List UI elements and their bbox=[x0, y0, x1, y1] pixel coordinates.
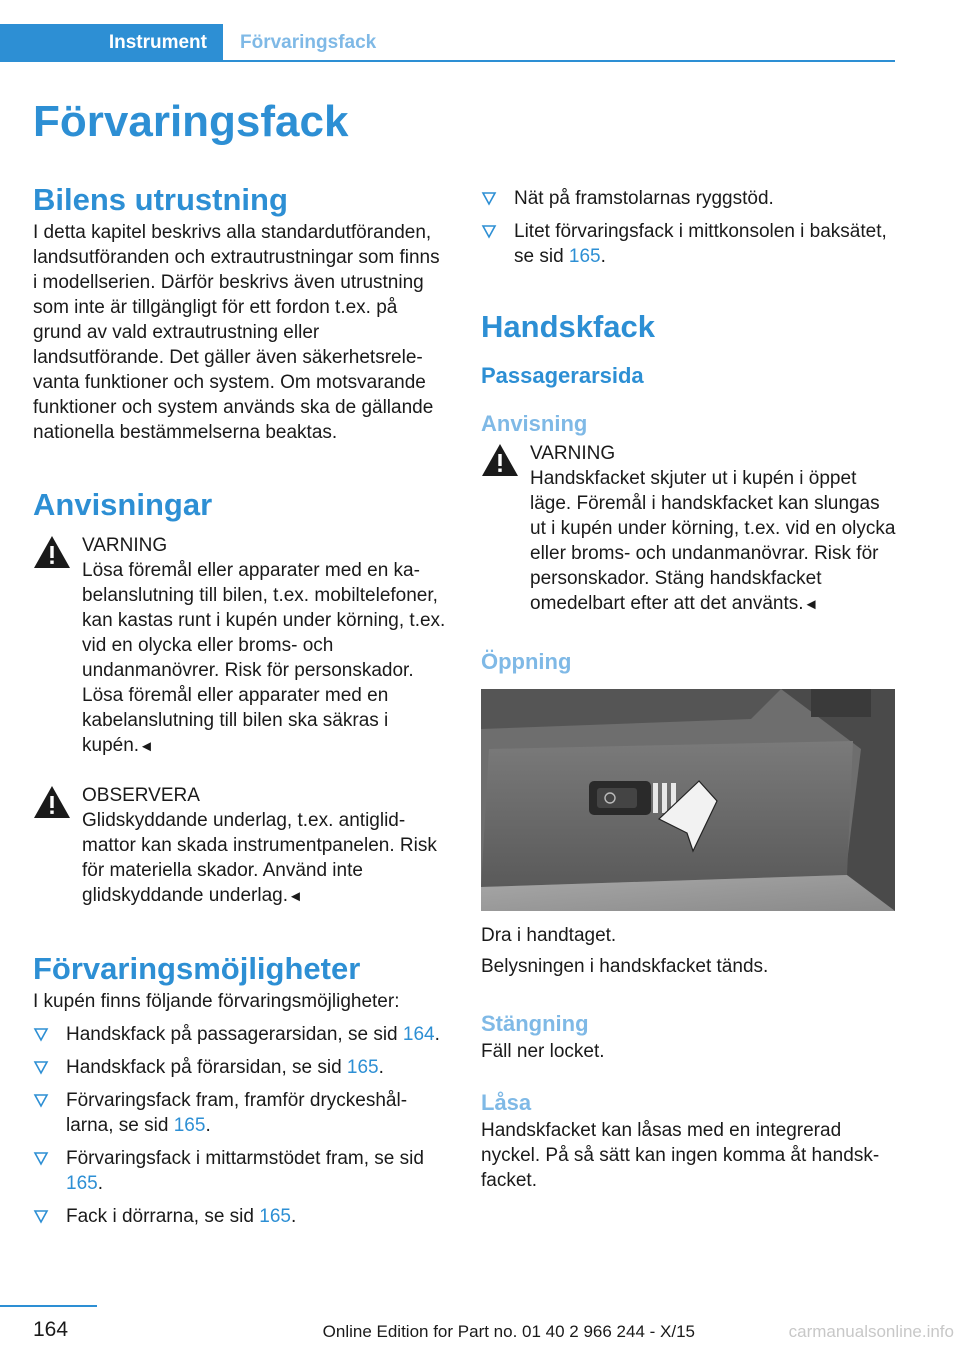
warning-text-body: Handskfacket skjuter ut i kupén i öppet läge. Föremål i handskfacket kan slungas ut i kupén under körning, t.ex. vid en olycka eller broms- och undanmanövrar. Risk för personskador. Stäng handskfacket omedelbart efter att det använts. bbox=[530, 468, 896, 614]
list-item-text: Fack i dörrarna, se sid bbox=[66, 1206, 260, 1227]
page-number: 164 bbox=[33, 1318, 69, 1341]
end-mark: ◄ bbox=[803, 596, 819, 613]
list-item: Förvaringsfack i mittarmstödet fram, se sid 165. bbox=[33, 1146, 448, 1196]
list-item-text: Förvaringsfack fram, framför dryckeshållarna, se sid bbox=[66, 1090, 408, 1136]
warning-text-body: Lösa föremål eller apparater med en kabelanslutning till bilen, t.ex. mobiltelefoner, kan kastas runt i kupén under körning, t.ex. vid en olycka eller broms- och undanmanövrer. Risk för personskador. Lösa föremål eller apparater med en kabelanslutning till bilen ska säkras i kupén. bbox=[82, 560, 446, 756]
list-item: Handskfack på förarsidan, se sid 165. bbox=[33, 1055, 448, 1080]
heading-anvisning: Anvisning bbox=[481, 411, 588, 436]
close-instruction: Fäll ner locket. bbox=[481, 1041, 605, 1062]
notice-text bbox=[33, 808, 448, 909]
warning-block-observera bbox=[33, 783, 448, 909]
footer-rule bbox=[0, 1305, 97, 1307]
page-link[interactable]: 165 bbox=[66, 1173, 98, 1194]
triangle-bullet-icon bbox=[33, 1150, 49, 1166]
warning-title: VARNING bbox=[82, 535, 168, 556]
warning-text bbox=[33, 558, 448, 759]
warning-triangle-icon bbox=[481, 443, 519, 477]
storage-list-continued bbox=[481, 186, 896, 269]
heading-forvaringsmojligheter: Förvaringsmöjligheter bbox=[33, 951, 361, 986]
end-mark: ◄ bbox=[288, 888, 303, 905]
list-item: Fack i dörrarna, se sid 165. bbox=[33, 1204, 448, 1229]
warning-block-handskfack bbox=[481, 441, 896, 617]
triangle-bullet-icon bbox=[33, 1208, 49, 1224]
warning-triangle-icon bbox=[33, 535, 71, 569]
page-link[interactable]: 164 bbox=[402, 1024, 435, 1045]
notice-text-body: Glidskyddande underlag, t.ex. antiglidmattor kan skada instrumentpanelen. Risk för materiella skador. Använd inte glidskyddande underlag. bbox=[82, 810, 437, 906]
left-column bbox=[33, 180, 448, 1237]
page-link[interactable]: 165 bbox=[346, 1057, 379, 1078]
triangle-bullet-icon bbox=[481, 223, 497, 239]
heading-stangning: Stängning bbox=[481, 1011, 589, 1036]
triangle-bullet-icon bbox=[33, 1059, 49, 1075]
list-item bbox=[481, 186, 896, 211]
page-link[interactable]: 165 bbox=[259, 1206, 291, 1227]
page-title: Förvaringsfack bbox=[33, 97, 349, 146]
triangle-bullet-icon bbox=[481, 190, 497, 206]
page-link[interactable]: 165 bbox=[173, 1115, 206, 1136]
open-instruction: Dra i handtaget. bbox=[481, 925, 617, 946]
warning-title: VARNING bbox=[530, 443, 616, 464]
glovebox-photo bbox=[481, 689, 895, 911]
warning-block-varning bbox=[33, 533, 448, 759]
end-mark: ◄ bbox=[139, 738, 154, 755]
heading-lasa: Låsa bbox=[481, 1090, 532, 1115]
list-item-text: Nät på framstolarnas ryggstöd. bbox=[514, 188, 774, 209]
storage-list bbox=[33, 1022, 448, 1229]
watermark-text: carmanualsonline.info bbox=[788, 1322, 954, 1341]
right-column bbox=[481, 180, 896, 1193]
open-light-info: Belysningen i handskfacket tänds. bbox=[481, 956, 769, 977]
header-tab-instrument-label: Instrument bbox=[108, 32, 207, 53]
triangle-bullet-icon bbox=[33, 1026, 49, 1042]
header-tab-forvaringsfack[interactable]: Förvaringsfack bbox=[240, 32, 377, 53]
heading-bilens-utrustning: Bilens utrustning bbox=[33, 182, 288, 217]
list-item: Litet förvaringsfack i mittkonsolen i baksätet, se sid 165. bbox=[481, 219, 896, 269]
heading-anvisningar: Anvisningar bbox=[33, 487, 213, 522]
list-item: Handskfack på passagerarsidan, se sid 164. bbox=[33, 1022, 448, 1047]
paragraph-forvaringsmojligheter: I kupén finns följande förvaringsmöjligheter: bbox=[33, 991, 400, 1012]
paragraph-bilens-utrustning: I detta kapitel beskrivs alla standardutföranden, landsutföranden och extrautrustningar som finns i modellserien. Därför beskrivs även utrustning som inte är tillgängligt för ett fordon t.ex. på grund av vald extrautrustning eller landsutförande. Det gäller även säkerhetsrelevanta funktioner och system. Om motsvarande funktioner och system används ska de gällande nationella bestämmelserna beaktas. bbox=[33, 222, 440, 443]
lock-instruction: Handskfacket kan låsas med en integrerad nyckel. På så sätt kan ingen komma åt handskfacket. bbox=[481, 1120, 880, 1191]
running-header bbox=[0, 24, 895, 62]
header-tab-instrument[interactable] bbox=[0, 24, 223, 62]
warning-triangle-icon bbox=[33, 785, 71, 819]
list-item-text: Litet förvaringsfack i mittkonsolen i baksätet, se sid bbox=[514, 221, 887, 267]
edition-note: Online Edition for Part no. 01 40 2 966 244 - X/15 bbox=[322, 1322, 695, 1341]
list-item-text: Handskfack på passagerarsidan, se sid bbox=[66, 1024, 403, 1045]
page-link[interactable]: 165 bbox=[568, 246, 601, 267]
heading-passagerarsida: Passagerarsida bbox=[481, 363, 644, 388]
heading-handskfack: Handskfack bbox=[481, 309, 656, 344]
heading-oppning: Öppning bbox=[481, 649, 572, 674]
list-item-text: Förvaringsfack i mittarmstödet fram, se sid bbox=[66, 1148, 424, 1169]
list-item: Förvaringsfack fram, framför dryckeshållarna, se sid 165. bbox=[33, 1088, 448, 1138]
triangle-bullet-icon bbox=[33, 1092, 49, 1108]
list-item-text: Handskfack på förarsidan, se sid bbox=[66, 1057, 347, 1078]
warning-text bbox=[481, 466, 896, 617]
notice-title: OBSERVERA bbox=[82, 785, 200, 806]
